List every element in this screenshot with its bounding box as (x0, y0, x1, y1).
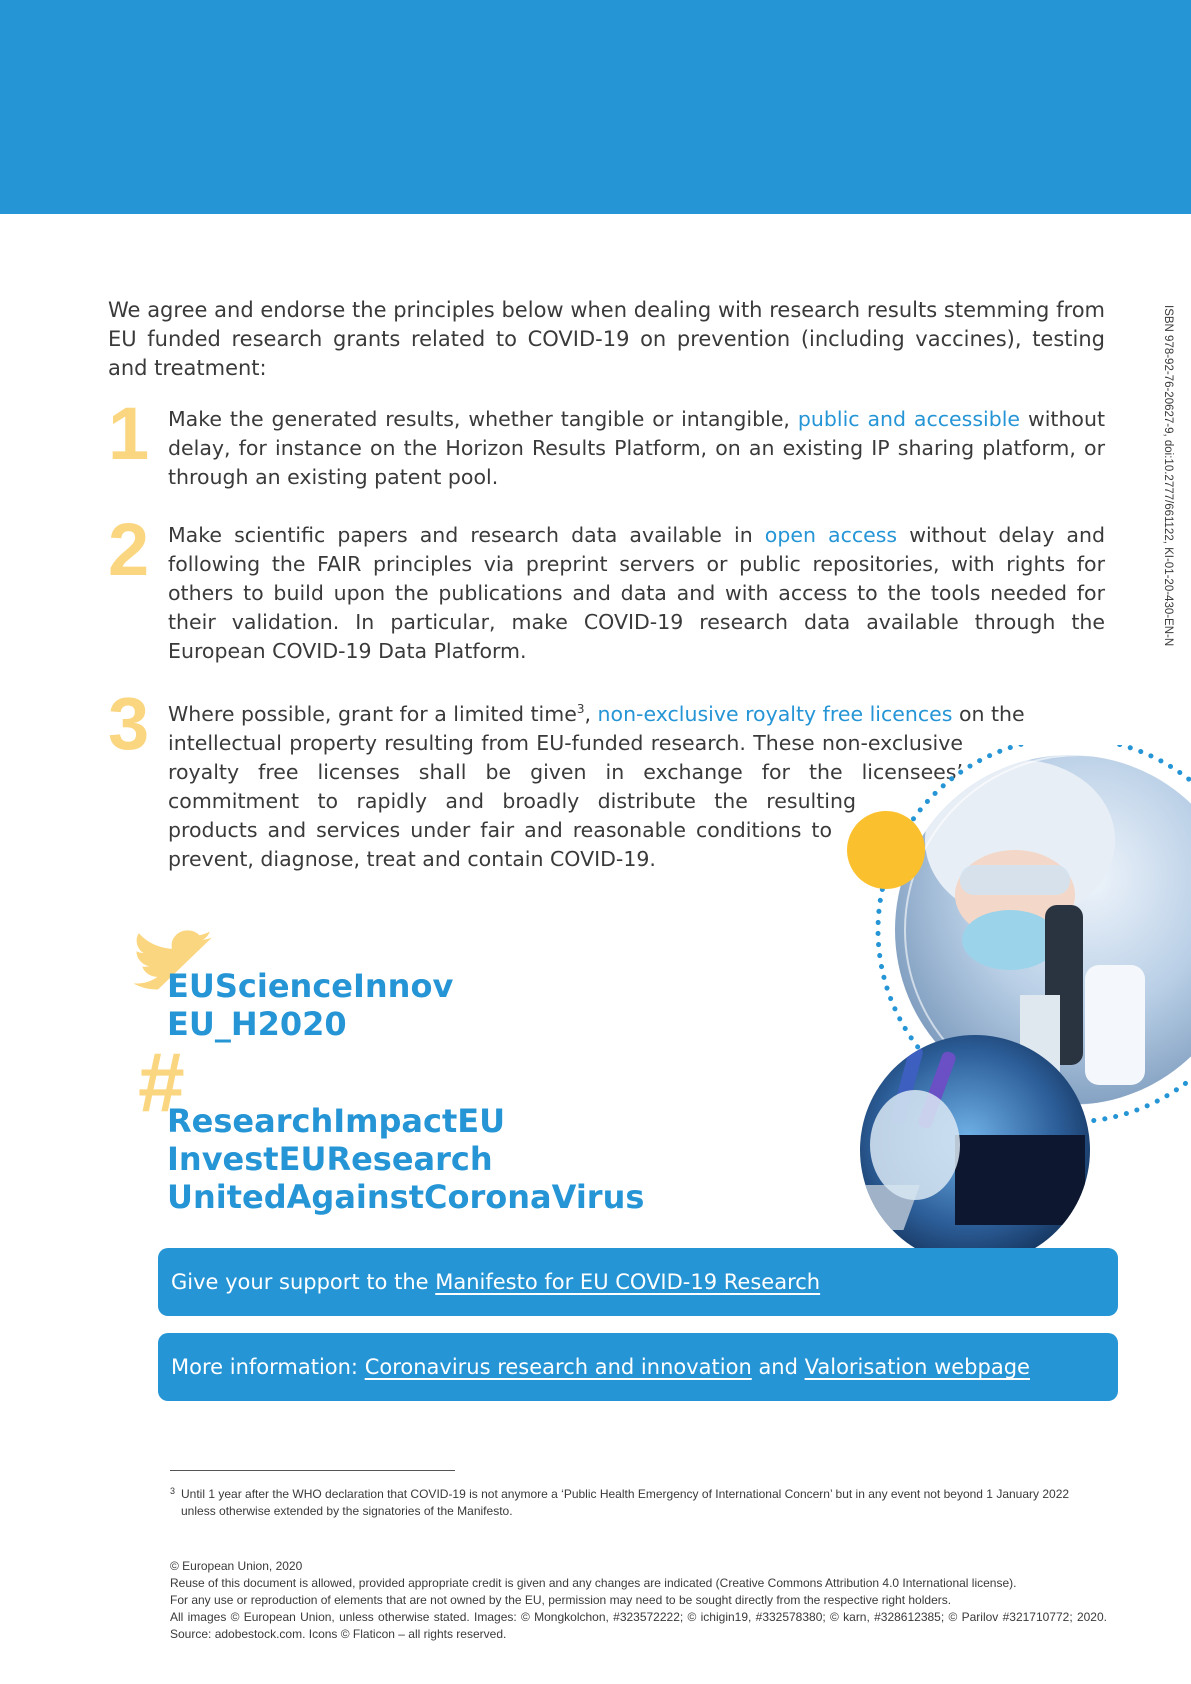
banner-text: More information: (171, 1355, 365, 1379)
highlight-link[interactable]: open access (764, 523, 898, 547)
hashtag[interactable]: InvestEUResearch (167, 1140, 493, 1178)
line: royalty free licenses shall be given in exchange for the licensees’ (168, 759, 963, 784)
copyright-line: © European Union, 2020 (170, 1559, 303, 1573)
more-info-banner (158, 1333, 1118, 1401)
isbn-side-text: ISBN 978-92-76-20627-9, doi:10.2777/661122, KI-01-20-430-EN-N (1162, 305, 1174, 647)
principle-text (168, 521, 1105, 666)
footnote-mark: 3 (170, 1486, 176, 1496)
text-segment: , (584, 701, 598, 726)
principle-number: 3 (108, 682, 150, 765)
footnote-text: Until 1 year after the WHO declaration that COVID-19 is not anymore a ‘Public Health Emergency of International Concern’ but in any event not beyond 1 January 2022 unless otherwise extended by the signatories of the Manifesto. (181, 1487, 1070, 1518)
twitter-handle[interactable]: EUScienceInnov (167, 967, 454, 1005)
principle-number: 2 (108, 508, 150, 591)
text-segment: Where possible, grant for a limited time (168, 701, 577, 726)
manifesto-link[interactable]: Manifesto for EU COVID-19 Research (435, 1270, 821, 1294)
text-segment: without delay and following the FAIR principles via preprint servers or public repositories, with rights for others to build upon the publications and data and with access to the tools needed for their validation. In particular, make COVID-19 research data available through the European COVID-19 Data Platform. (168, 523, 1105, 663)
twitter-handle[interactable]: EU_H2020 (167, 1005, 347, 1043)
highlight-link[interactable]: public and accessible (797, 407, 1021, 431)
highlight-link[interactable]: non-exclusive royalty free licences (597, 701, 953, 726)
hashtag[interactable]: ResearchImpactEU (167, 1102, 506, 1140)
support-banner (158, 1248, 1118, 1316)
text-segment: Make scientific papers and research data available in (168, 523, 765, 547)
banner-text: Give your support to the (171, 1270, 436, 1294)
yellow-dot (847, 811, 925, 889)
line: prevent, diagnose, treat and contain COVID-19. (168, 846, 656, 871)
intro-paragraph: We agree and endorse the principles below when dealing with research results stemming from EU funded research grants related to COVID-19 on prevention (including vaccines), testing and treatment: (108, 298, 1105, 380)
lab-photo-collage (840, 745, 1191, 1265)
coronavirus-research-link[interactable]: Coronavirus research and innovation (364, 1355, 752, 1379)
line: commitment to rapidly and broadly distribute the resulting (168, 788, 856, 813)
footnote-ref: 3 (576, 702, 585, 716)
hashtag[interactable]: UnitedAgainstCoronaVirus (167, 1178, 645, 1216)
banner-text: and (751, 1355, 805, 1379)
text-segment: Make the generated results, whether tangible or intangible, (168, 407, 798, 431)
footnote-divider (170, 1470, 455, 1471)
hashtag-icon: # (138, 1035, 185, 1129)
line: intellectual property resulting from EU-funded research. These non-exclusive (168, 730, 963, 755)
copyright-line: For any use or reproduction of elements that are not owned by the EU, permission may need to be sought directly from the respective right holders. (170, 1593, 952, 1607)
copyright-block (170, 1558, 1107, 1643)
header-band (0, 0, 1191, 214)
principle-number: 1 (108, 392, 150, 475)
line (168, 695, 1105, 729)
valorisation-link[interactable]: Valorisation webpage (804, 1355, 1030, 1379)
copyright-line: All images © European Union, unless otherwise stated. Images: © Mongkolchon, #323572222; © ichigin19, #332578380; © karn, #328612385; © Parilov #321710772; 2020. Source: adobestock.com. Icons © Flaticon – all rights reserved. (170, 1610, 1107, 1641)
line: products and services under fair and reasonable conditions to (168, 817, 832, 842)
footnote (170, 1486, 1107, 1520)
text-segment: without delay, for instance on the Horizon Results Platform, on an existing IP sharing platform, or through an existing patent pool. (168, 407, 1106, 489)
text-segment: on the (952, 701, 1025, 726)
principle-text (168, 405, 1105, 492)
copyright-line: Reuse of this document is allowed, provided appropriate credit is given and any changes are indicated (Creative Commons Attribution 4.0 International license). (170, 1576, 1017, 1590)
